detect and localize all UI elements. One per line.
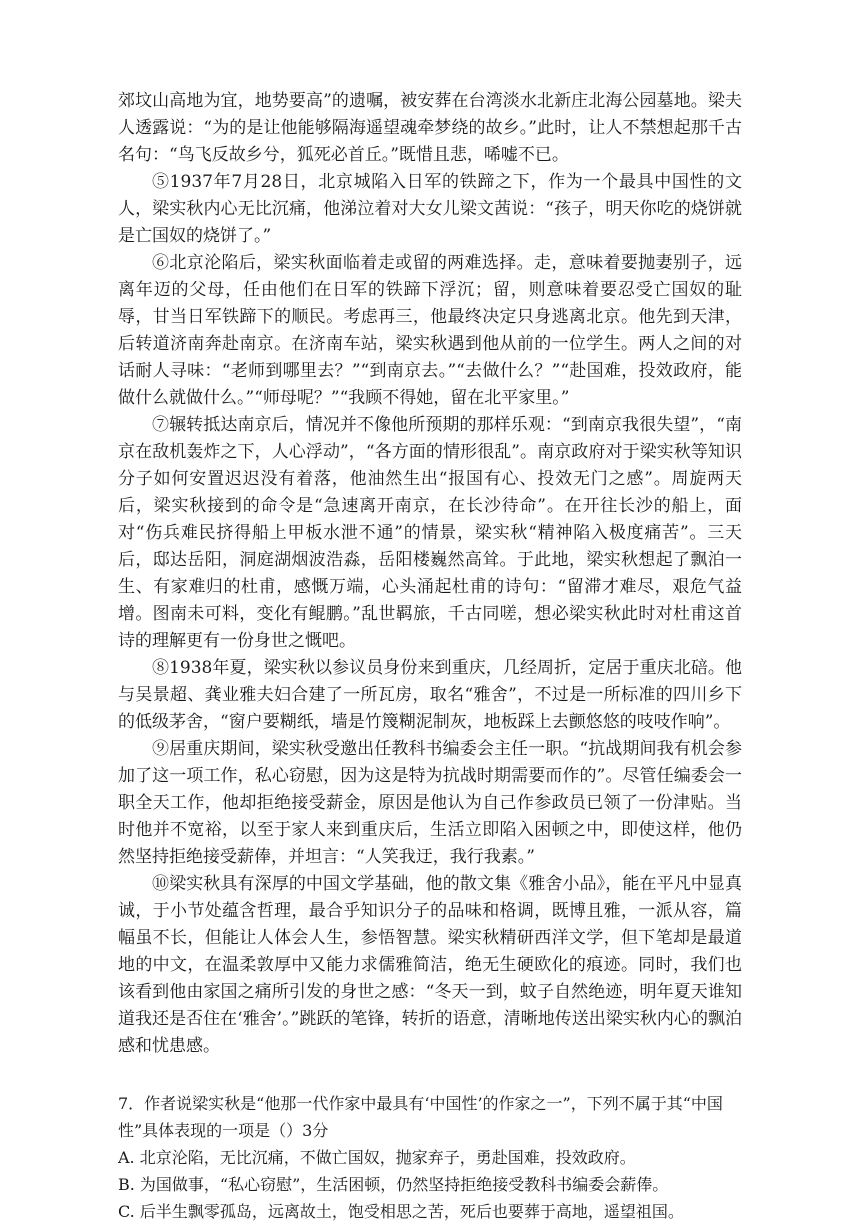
paragraph-7: ⑦辗转抵达南京后，情况并不像他所预期的那样乐观：“到南京我很失望”，“南京在敌机轰炸之下，人心浮动”，“各方面的情形很乱”。南京政府对于梁实秋等知识分子如何安置迟迟没有着落，他油然生出“报国有心、投效无门之感”。周旋两天后，梁实秋接到的命令是“急速离开南京，在长沙待命”。在开往长沙的船上，面对“伤兵难民挤得船上甲板水泄不通”的情景，梁实秋“精神陷入极度痛苦”。三天后，邸达岳阳，洞庭湖烟波浩淼，岳阳楼巍然高耸。于此地，梁实秋想起了飘泊一生、有家难归的杜甫，感慨万端，心头涌起杜甫的诗句：“留滞才难尽，艰危气益增。图南未可料，变化有鲲鹏。”乱世羁旅，千古同嗟，想必梁实秋此时对杜甫这首诗的理解更有一份身世之慨吧。: [118, 415, 742, 651]
paragraph-6: ⑥北京沦陷后，梁实秋面临着走或留的两难选择。走，意味着要抛妻别子，远离年迈的父母，任由他们在日军的铁蹄下浮沉；留，则意味着要忍受亡国奴的耻辱，甘当日军铁蹄下的顺民。考虑再三，他最终决定只身逃离北京。他先到天津，后转道济南奔赴南京。在济南车站，梁实秋遇到他从前的一位学生。两人之间的对话耐人寻味：“老师到哪里去？”“到南京去。”“去做什么？”“赴国难，投效政府，能做什么就做什么。”“师母呢？”“我顾不得她，留在北平家里。”: [118, 253, 742, 408]
option-c: C. 后半生飘零孤岛，远离故土，饱受相思之苦，死后也要葬于高地，遥望祖国。: [118, 1202, 684, 1221]
paragraph-9: ⑨居重庆期间，梁实秋受邀出任教科书编委会主任一职。“抗战期间我有机会参加了这一项工作，私心窃慰，因为这是特为抗战时期需要而作的”。尽管任编委会一职全天工作，他却拒绝接受薪金，原因是他认为自己作参政员已领了一份津贴。当时他并不宽裕，以至于家人来到重庆后，生活立即陷入困顿之中，即使这样，他仍然坚持拒绝接受薪俸，并坦言：“人笑我迂，我行我素。”: [118, 739, 742, 867]
section-gap: [118, 1060, 742, 1090]
paragraph-8: ⑧1938年夏，梁实秋以参议员身份来到重庆，几经周折，定居于重庆北碚。他与吴景超、龚业雅夫妇合建了一所瓦房，取名“雅舍”，不过是一所标准的四川乡下的低级茅舍，“窗户要糊纸，墙是竹篾糊泥制灰，地板踩上去颤悠悠的吱吱作响”。: [118, 658, 742, 732]
option-b: B. 为国做事，“私心窃慰”，生活困顿，仍然坚持拒绝接受教科书编委会薪俸。: [118, 1175, 669, 1194]
option-a: A. 北京沦陷，无比沉痛，不做亡国奴，抛家弃子，勇赴国难，投效政府。: [118, 1148, 636, 1167]
passage: [118, 88, 742, 1225]
paragraph-continuation: 郊坟山高地为宜，地势要高”的遗嘱，被安葬在台湾淡水北新庄北海公园墓地。梁夫人透露说：“为的是让他能够隔海遥望魂牵梦绕的故乡。”此时，让人不禁想起那千古名句：“鸟飞反故乡兮，狐死必首丘。”既惜且悲，唏嘘不已。: [118, 91, 742, 165]
paragraph-5: ⑤1937年7月28日，北京城陷入日军的铁蹄之下，作为一个最具中国性的文人，梁实秋内心无比沉痛，他涕泣着对大女儿梁文茜说：“孩子，明天你吃的烧饼就是亡国奴的烧饼了。”: [118, 172, 742, 246]
paragraph-10: ⑩梁实秋具有深厚的中国文学基础，他的散文集《雅舍小品》，能在平凡中显真诚，于小节处蕴含哲理，最合乎知识分子的品味和格调，既博且雅，一派从容，篇幅虽不长，但能让人体会人生，参悟智慧。梁实秋精研西洋文学，但下笔却是最道地的中文，在温柔敦厚中又能力求儒雅简洁，绝无生硬欧化的痕迹。同时，我们也该看到他由家国之痛所引发的身世之感：“冬天一到，蚊子自然绝迹，明年夏天谁知道我还是否住在‘雅舍’。”跳跃的笔锋，转折的语意，清晰地传送出梁实秋内心的飘泊感和忧患感。: [118, 874, 742, 1056]
question-7-stem: 7．作者说梁实秋是“他那一代作家中最具有‘中国性’的作家之一”，下列不属于其“中国性”具体表现的一项是（）3分: [118, 1094, 723, 1140]
